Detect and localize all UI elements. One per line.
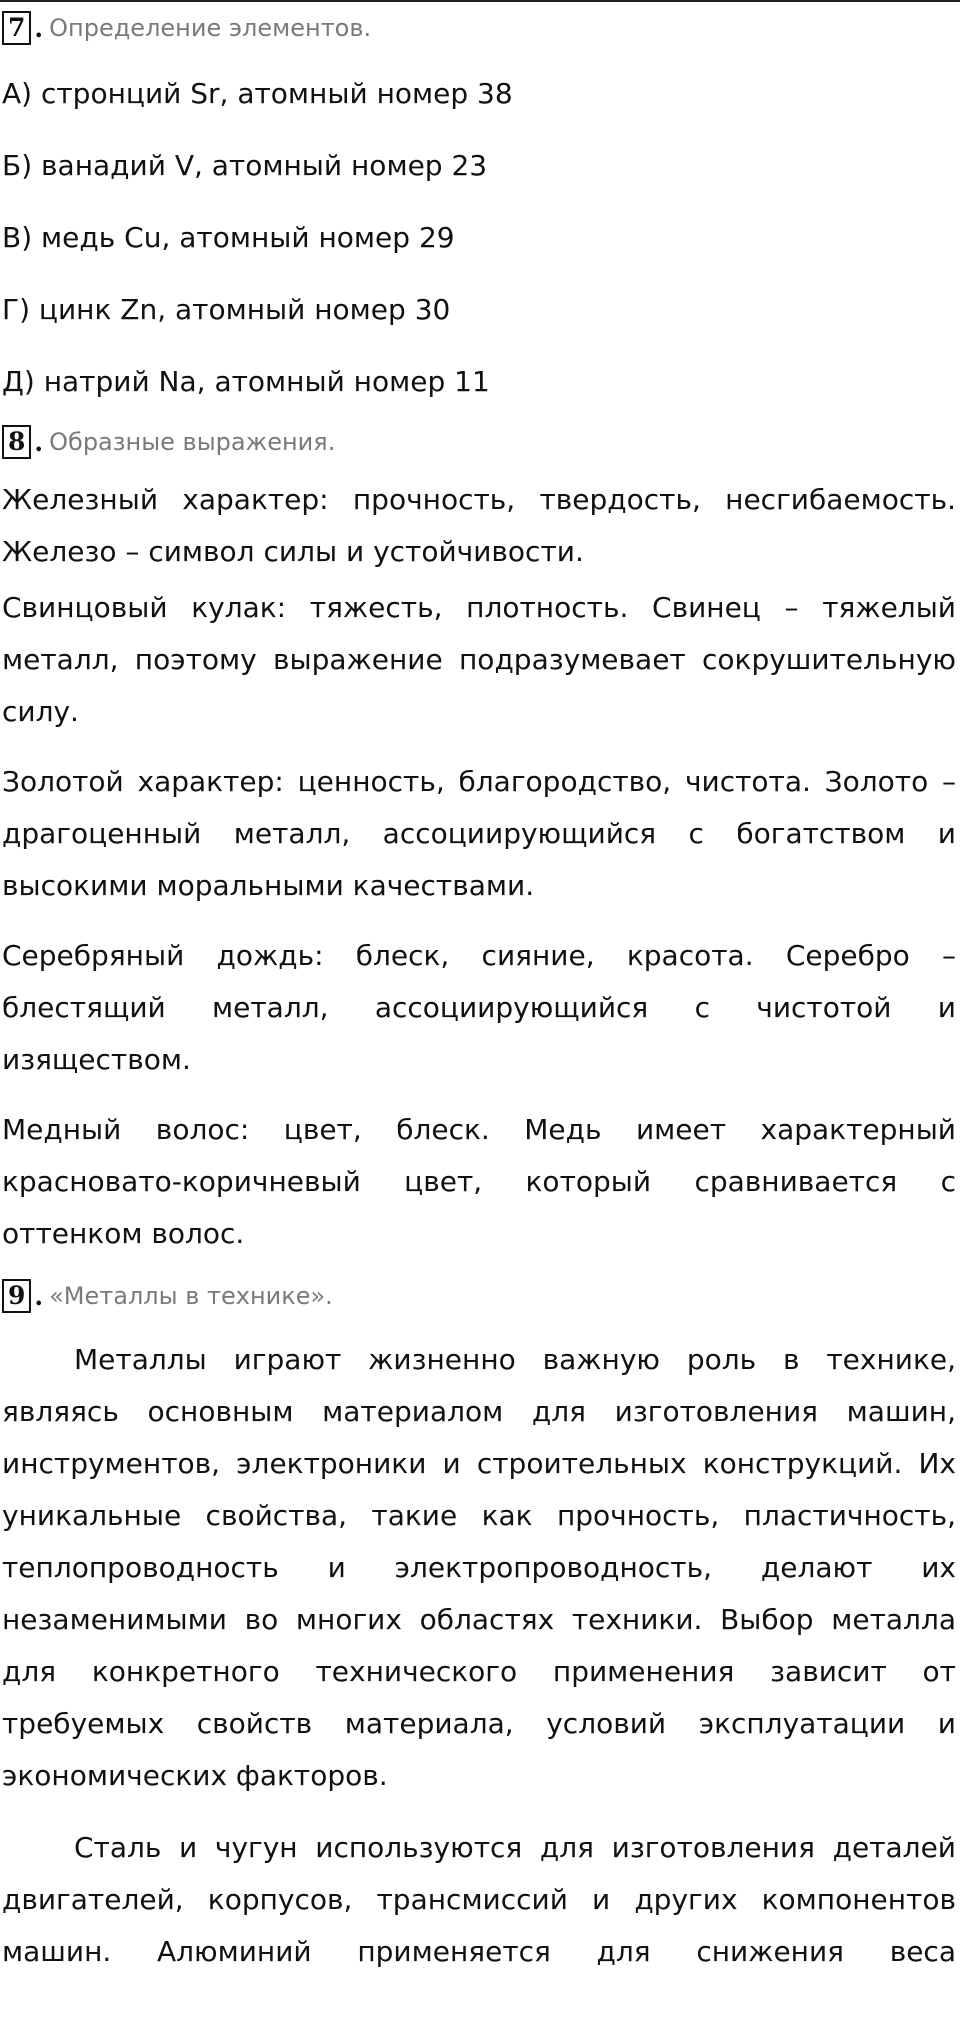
- list-item: Б) ванадий V, атомный номер 23: [2, 149, 488, 182]
- essay-paragraph: Металлы играют жизненно важную роль в технике, являясь основным материалом для изготовления машин, инструментов, электроники и строительных конструкций. Их уникальные свойства, такие как прочность, пластичность, теплопроводность и электропроводность, делают их незаменимыми во многих областях техники. Выбор металла для конкретного технического применения зависит от требуемых свойств материала, условий эксплуатации и экономических факторов.: [2, 1343, 956, 1792]
- section-8-title: Образные выражения.: [49, 428, 336, 456]
- section-number-dot: .: [34, 427, 44, 457]
- section-9-header: [2, 1274, 956, 1318]
- expression-paragraph: Свинцовый кулак: тяжесть, плотность. Свинец – тяжелый металл, поэтому выражение подразумевает сокрушительную силу.: [2, 591, 956, 728]
- section-number-box: 7: [2, 11, 31, 45]
- section-number-dot: .: [34, 13, 44, 43]
- list-item: Г) цинк Zn, атомный номер 30: [2, 293, 451, 326]
- section-8-header: [2, 420, 956, 464]
- essay-paragraph: Сталь и чугун используются для изготовления деталей двигателей, корпусов, трансмиссий и других компонентов машин. Алюминий применяется для снижения веса: [2, 1831, 956, 1968]
- section-number-box: 9: [2, 1279, 31, 1313]
- element-list: [2, 58, 956, 418]
- essay-block: [2, 1334, 956, 1978]
- section-number-box: 8: [2, 425, 31, 459]
- expression-paragraph: Железный характер: прочность, твердость, несгибаемость. Железо – символ силы и устойчивости.: [2, 483, 956, 568]
- section-7-header: [2, 6, 956, 50]
- document-page: [2, 0, 956, 1978]
- expressions-block: [2, 474, 956, 1260]
- section-9-title: «Металлы в технике».: [49, 1282, 333, 1310]
- list-item: В) медь Cu, атомный номер 29: [2, 221, 455, 254]
- list-item: А) стронций Sr, атомный номер 38: [2, 77, 513, 110]
- expression-paragraph: Медный волос: цвет, блеск. Медь имеет характерный красновато-коричневый цвет, который сравнивается с оттенком волос.: [2, 1113, 956, 1250]
- expression-paragraph: Серебряный дождь: блеск, сияние, красота. Серебро – блестящий металл, ассоциирующийся с чистотой и изяществом.: [2, 939, 956, 1076]
- list-item: Д) натрий Na, атомный номер 11: [2, 365, 490, 398]
- expression-paragraph: Золотой характер: ценность, благородство, чистота. Золото – драгоценный металл, ассоциирующийся с богатством и высокими моральными качествами.: [2, 765, 956, 902]
- section-7-title: Определение элементов.: [49, 14, 372, 42]
- section-number-dot: .: [34, 1281, 44, 1311]
